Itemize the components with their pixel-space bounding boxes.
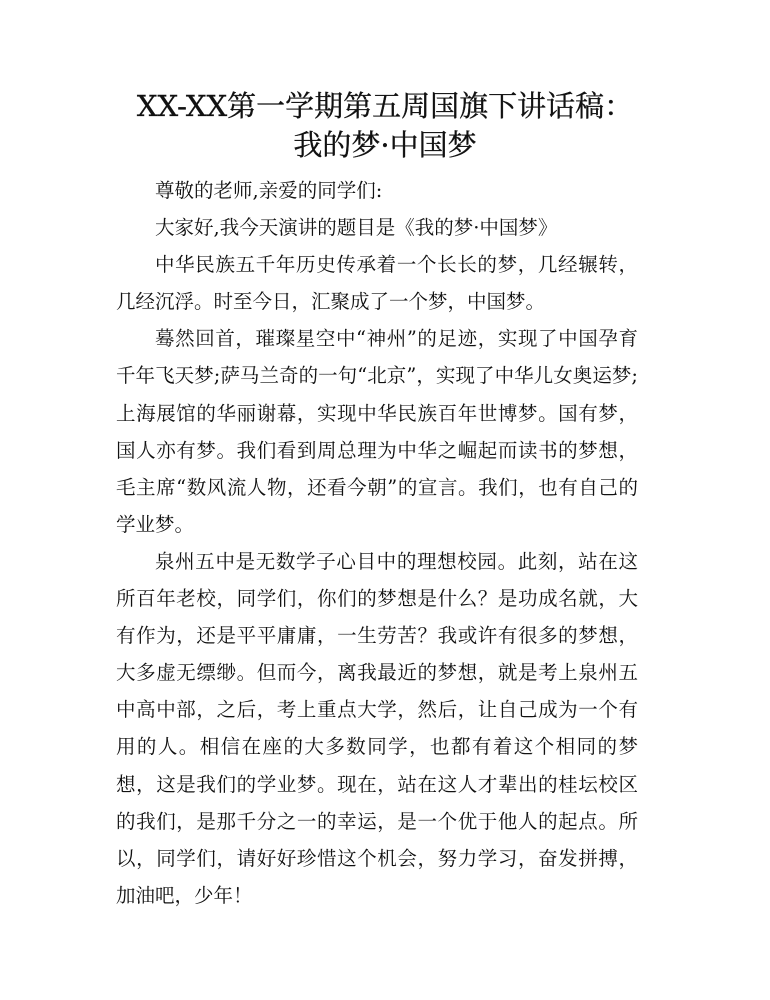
- body-paragraph: 蓦然回首，璀璨星空中“神州”的足迹，实现了中国孕育千年飞天梦;萨马兰奇的一句“北京”，实现了中华儿女奥运梦;上海展馆的华丽谢幕，实现中华民族百年世博梦。国有梦，国人亦有梦。我们看到周总理为中华之崛起而读书的梦想，毛主席“数风流人物，还看今朝”的宣言。我们，也有自己的学业梦。: [116, 327, 638, 536]
- intro-paragraph: 大家好,我今天演讲的题目是《我的梦·中国梦》: [155, 216, 558, 240]
- document-body: [116, 172, 638, 914]
- document-title-line-2: 我的梦·中国梦: [293, 128, 477, 162]
- document-title-line-1: XX-XX第一学期第五周国旗下讲话稿：: [136, 89, 634, 123]
- body-paragraph: 泉州五中是无数学子心目中的理想校园。此刻，站在这所百年老校，同学们，你们的梦想是什么？是功成名就，大有作为，还是平平庸庸，一生劳苦？我或许有很多的梦想，大多虚无缥缈。但而今，离我最近的梦想，就是考上泉州五中高中部，之后，考上重点大学，然后，让自己成为一个有用的人。相信在座的大多数同学，也都有着这个相同的梦想，这是我们的学业梦。现在，站在这人才辈出的桂坛校区的我们，是那千分之一的幸运，是一个优于他人的起点。所以，同学们，请好好珍惜这个机会，努力学习，奋发拼搏，加油吧，少年！: [116, 549, 638, 907]
- body-paragraph: 中华民族五千年历史传承着一个长长的梦，几经辗转，几经沉浮。时至今日，汇聚成了一个梦，中国梦。: [116, 253, 638, 314]
- greeting-paragraph: 尊敬的老师,亲爱的同学们:: [155, 179, 383, 202]
